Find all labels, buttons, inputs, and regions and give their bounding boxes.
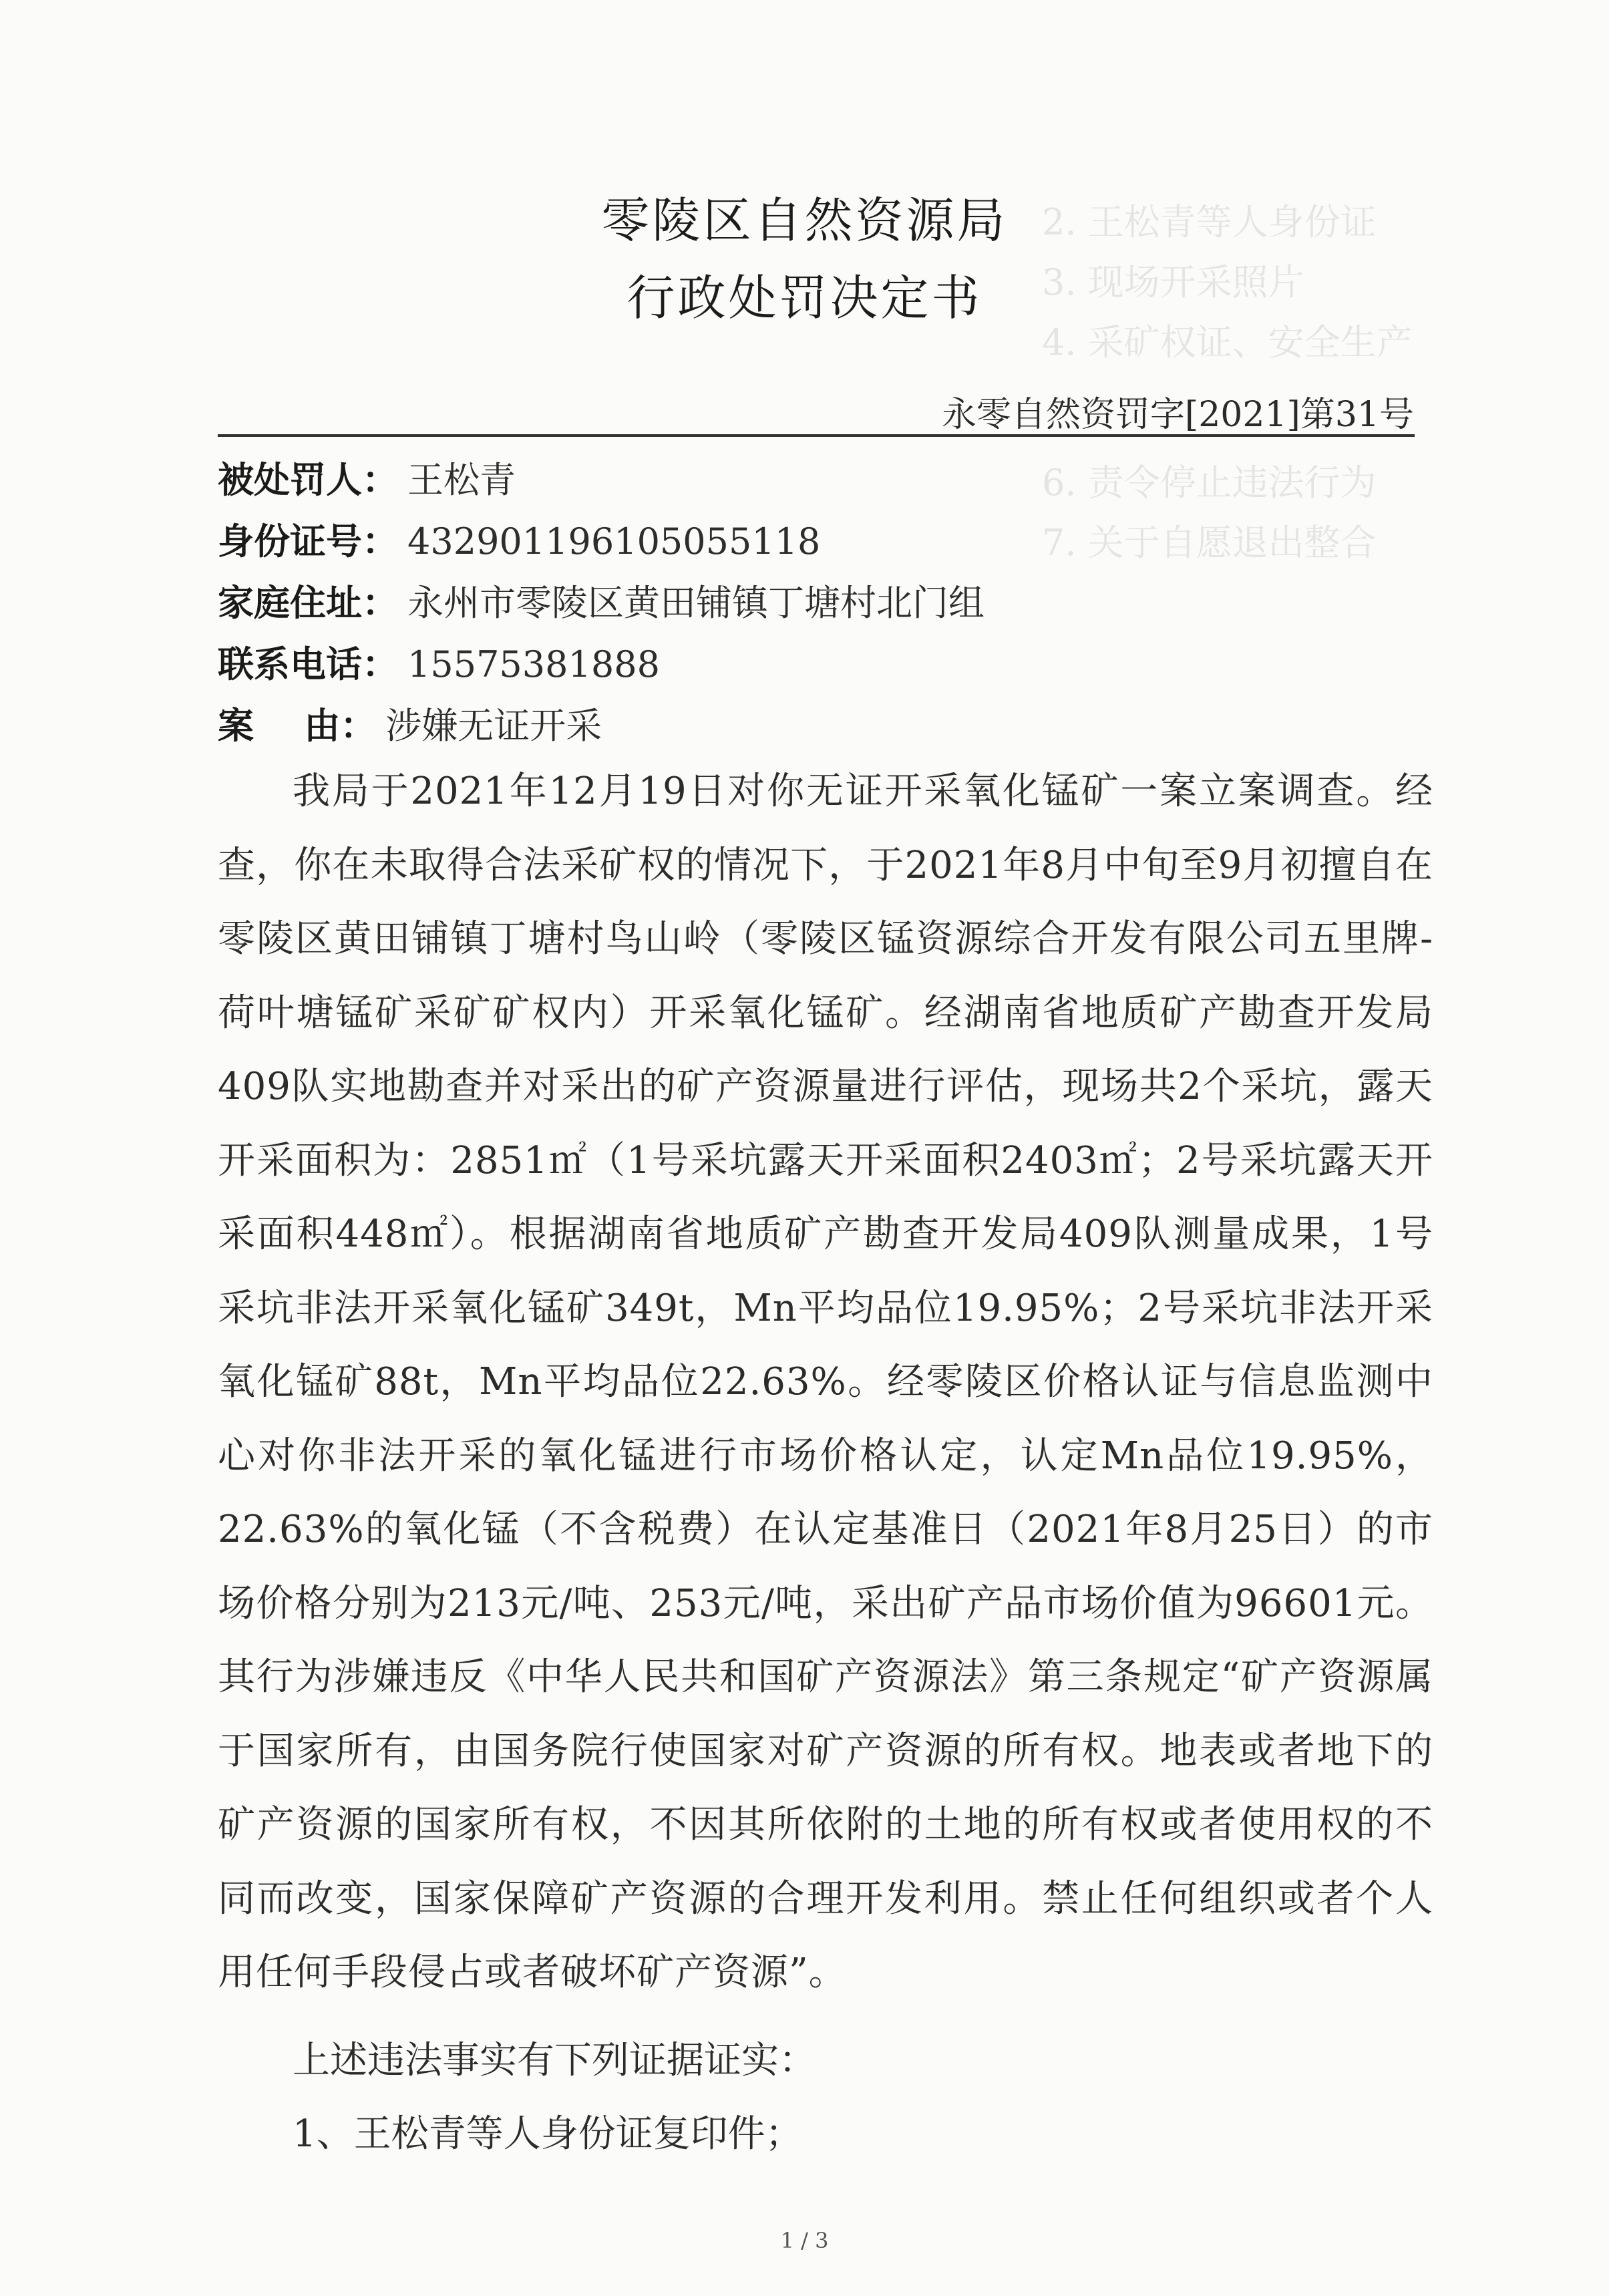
bleed-through-text: 7. 关于自愿退出整合 xyxy=(1042,522,1377,564)
field-value: 涉嫌无证开采 xyxy=(385,705,602,747)
field-value: 永州市零陵区黄田铺镇丁塘村北门组 xyxy=(407,582,985,624)
page-number: 1 / 3 xyxy=(780,2228,829,2253)
field-label: 案 由： xyxy=(218,705,377,747)
document-title-line2: 行政处罚决定书 xyxy=(627,270,982,326)
bleed-through-text: 4. 采矿权证、安全生产 xyxy=(1042,321,1413,363)
document-title-line1: 零陵区自然资源局 xyxy=(601,192,1008,249)
field-respondent xyxy=(218,452,516,503)
field-value: 王松青 xyxy=(407,459,516,501)
field-label: 被处罚人： xyxy=(218,459,398,501)
body-paragraph: 我局于2021年12月19日对你无证开采氧化锰矿一案立案调查。经查，你在未取得合法采矿权的情况下，于2021年8月中旬至9月初擅自在零陵区黄田铺镇丁塘村鸟山岭（零陵区锰资源综合开发有限公司五里牌-荷叶塘锰矿采矿矿权内）开采氧化锰矿。经湖南省地质矿产勘查开发局409队实地勘查并对采出的矿产资源量进行评估，现场共2个采坑，露天开采面积为：2851㎡（1号采坑露天开采面积2403㎡；2号采坑露天开采面积448㎡）。根据湖南省地质矿产勘查开发局409队测量成果，1号采坑非法开采氧化锰矿349t，Mn平均品位19.95%；2号采坑非法开采氧化锰矿88t，Mn平均品位22.63%。经零陵区价格认证与信息监测中心对你非法开采的氧化锰进行市场价格认定，认定Mn品位19.95%，22.63%的氧化锰（不含税费）在认定基准日（2021年8月25日）的市场价格分别为213元/吨、253元/吨，采出矿产品市场价值为96601元。其行为涉嫌违反《中华人民共和国矿产资源法》第三条规定“矿产资源属于国家所有，由国务院行使国家对矿产资源的所有权。地表或者地下的矿产资源的国家所有权，不因其所依附的土地的所有权或者使用权的不同而改变，国家保障矿产资源的合理开发利用。禁止任何组织或者个人用任何手段侵占或者破坏矿产资源”。 xyxy=(218,770,1433,1994)
document-number: 永零自然资罚字[2021]第31号 xyxy=(941,395,1414,435)
field-id-number xyxy=(218,513,820,564)
field-label: 家庭住址： xyxy=(218,582,398,624)
evidence-intro: 上述违法事实有下列证据证实： xyxy=(293,2039,816,2082)
bleed-through-text: 3. 现场开采照片 xyxy=(1042,261,1304,303)
field-phone xyxy=(218,636,660,687)
bleed-through-text: 6. 责令停止违法行为 xyxy=(1042,462,1377,504)
bleed-through-text: 2. 王松青等人身份证 xyxy=(1042,201,1377,243)
field-label: 身份证号： xyxy=(218,520,398,562)
field-address xyxy=(218,575,985,626)
field-value: 432901196105055118 xyxy=(407,520,821,562)
field-label: 联系电话： xyxy=(218,643,398,685)
header-divider xyxy=(218,434,1415,437)
evidence-item: 1、王松青等人身份证复印件； xyxy=(293,2112,803,2156)
field-value: 15575381888 xyxy=(407,643,660,685)
field-cause xyxy=(218,697,602,749)
